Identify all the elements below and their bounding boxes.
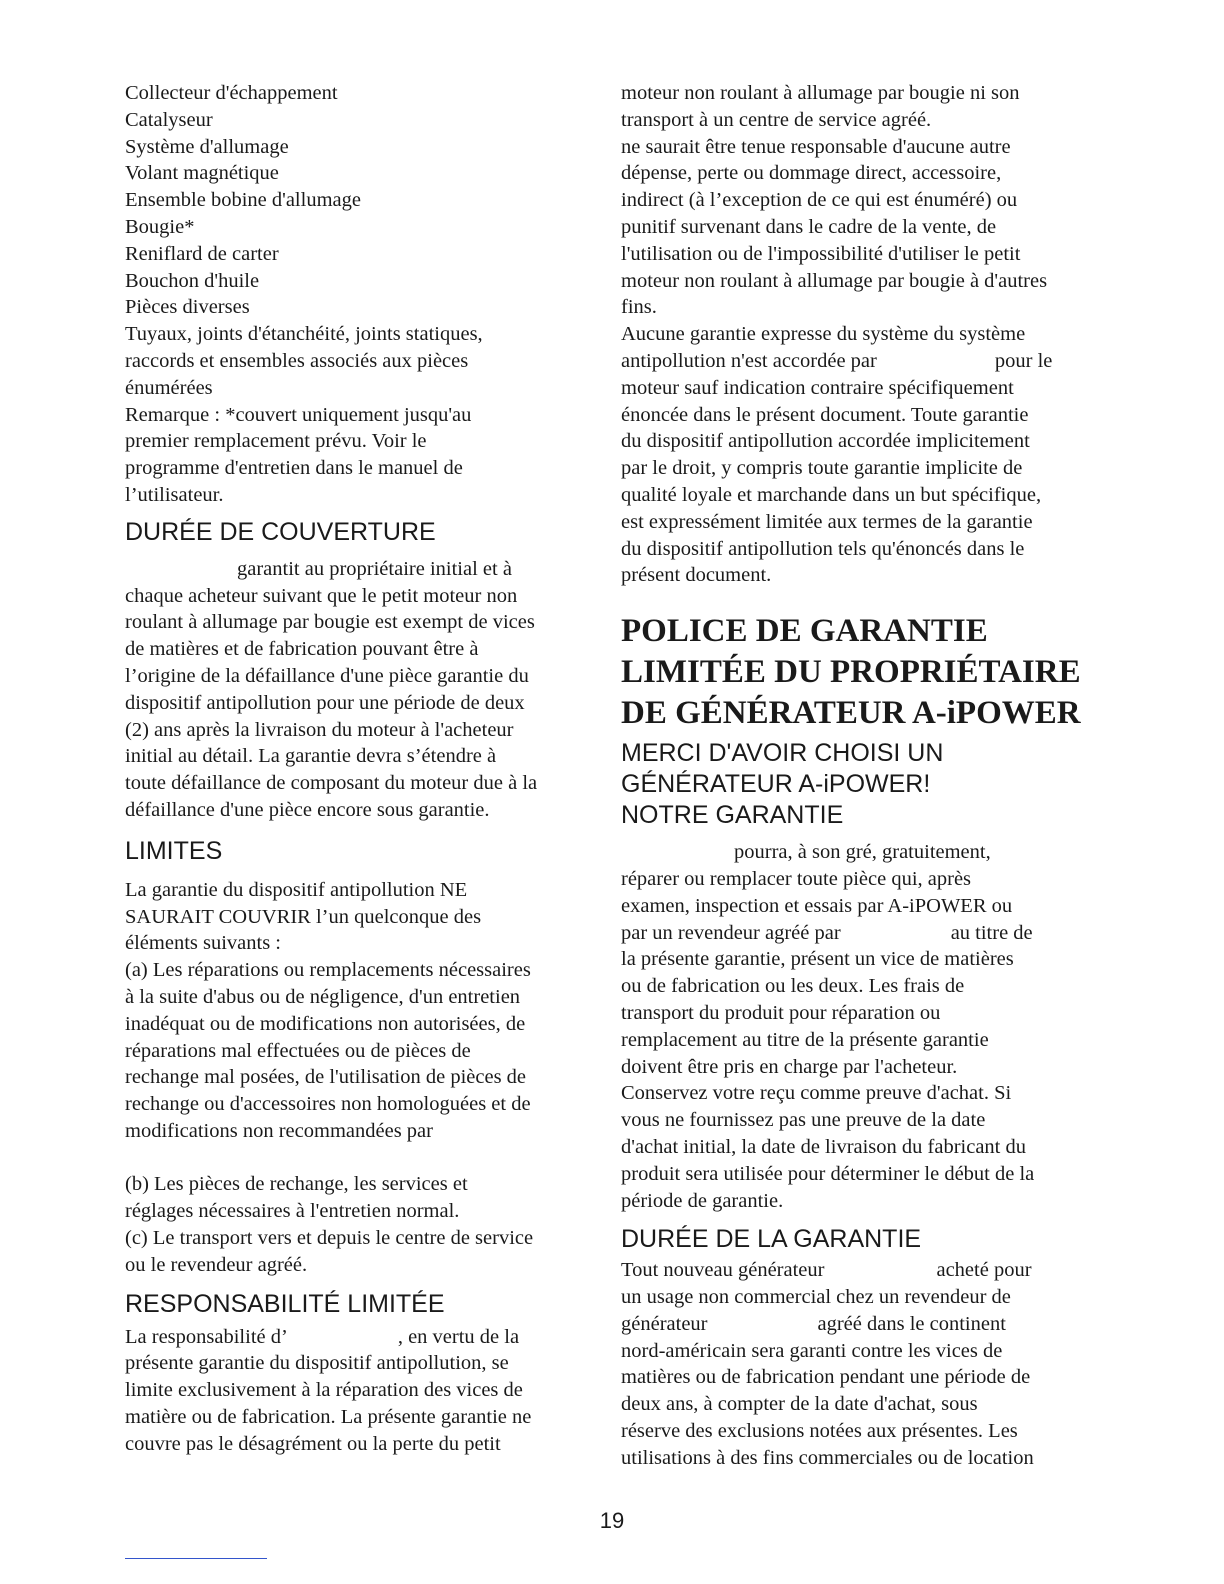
paragraph-line: punitif survenant dans le cadre de la vente, de	[621, 215, 997, 238]
left-column	[125, 80, 575, 1458]
text-run: antipollution n'est accordée par	[621, 349, 877, 372]
paragraph-line: limite exclusivement à la réparation des vices de	[125, 1379, 523, 1402]
paragraph-line: la présente garantie, présent un vice de matières	[621, 948, 1014, 971]
parts-line: Collecteur d'échappement	[125, 82, 338, 104]
policy-title-line: DE GÉNÉRATEUR A-iPOWER	[621, 695, 1081, 732]
paragraph-line: à la suite d'abus ou de négligence, d'un entretien	[125, 985, 521, 1008]
paragraph-line: matières ou de fabrication pendant une période de	[621, 1366, 1031, 1389]
paragraph-line: (a) Les réparations ou remplacements nécessaires	[125, 959, 531, 982]
paragraph-line: moteur sauf indication contraire spécifiquement	[621, 376, 1014, 399]
continued-paragraph	[621, 80, 1091, 589]
text-run: La responsabilité d’	[125, 1325, 288, 1348]
parts-list	[125, 80, 575, 509]
paragraph-line: (b) Les pièces de rechange, les services et	[125, 1173, 468, 1196]
policy-title	[621, 611, 1091, 734]
paragraph-line: par le droit, y compris toute garantie implicite de	[621, 457, 1023, 480]
duree-paragraph	[125, 556, 575, 824]
paragraph-line: indirect (à l’exception de ce qui est énuméré) ou	[621, 189, 1018, 212]
parts-line: Reniflard de carter	[125, 242, 279, 265]
paragraph-line: deux ans, à compter de la date d'achat, sous	[621, 1393, 978, 1416]
notre-garantie-heading: NOTRE GARANTIE	[621, 801, 844, 830]
paragraph-line: présente garantie du dispositif antipollution, se	[125, 1352, 509, 1375]
paragraph-line	[125, 1324, 575, 1351]
parts-line: Ensemble bobine d'allumage	[125, 189, 361, 212]
page-number: 19	[599, 1508, 625, 1533]
paragraph-line: (c) Le transport vers et depuis le centre de service	[125, 1227, 534, 1250]
parts-line: l’utilisateur.	[125, 483, 224, 506]
duree-garantie-heading: DURÉE DE LA GARANTIE	[621, 1225, 922, 1254]
notre-garantie-paragraph	[621, 839, 1091, 1214]
duree-garantie-paragraph	[621, 1257, 1091, 1471]
paragraph-line: défaillance d'une pièce encore sous garantie.	[125, 798, 490, 821]
paragraph-line: vous ne fournissez pas une preuve de la date	[621, 1109, 986, 1132]
limites-heading: LIMITES	[125, 836, 223, 865]
paragraph-line: inadéquat ou de modifications non autorisées, de	[125, 1012, 526, 1035]
limites-paragraph	[125, 877, 575, 1279]
parts-line: premier remplacement prévu. Voir le	[125, 430, 427, 453]
paragraph-line: l'utilisation ou de l'impossibilité d'utiliser le petit	[621, 242, 1021, 265]
merci-heading-line: MERCI D'AVOIR CHOISI UN	[621, 739, 944, 768]
paragraph-line: dispositif antipollution pour une période de deux	[125, 691, 525, 714]
policy-title-line: POLICE DE GARANTIE	[621, 613, 988, 650]
paragraph-line: période de garantie.	[621, 1189, 784, 1212]
paragraph-line: SAURAIT COUVRIR l’un quelconque des	[125, 905, 482, 928]
paragraph-line: produit sera utilisée pour déterminer le début de la	[621, 1162, 1035, 1185]
paragraph-line: doivent être pris en charge par l'acheteur.	[621, 1055, 958, 1078]
parts-line: programme d'entretien dans le manuel de	[125, 457, 463, 480]
text-run: au titre de	[950, 921, 1033, 944]
paragraph-line: fins.	[621, 296, 657, 319]
paragraph-line: du dispositif antipollution accordée implicitement	[621, 430, 1030, 453]
paragraph-line: Conservez votre reçu comme preuve d'achat. Si	[621, 1082, 1012, 1105]
paragraph-line: moteur non roulant à allumage par bougie à d'autres	[621, 269, 1048, 292]
paragraph-line: utilisations à des fins commerciales ou de location	[621, 1446, 1034, 1469]
text-run: , en vertu de la	[397, 1325, 520, 1348]
paragraph-line: initial au détail. La garantie devra s’étendre à	[125, 745, 497, 768]
text-run: acheté pour	[936, 1259, 1032, 1282]
paragraph-line	[621, 348, 1091, 375]
paragraph-line: ou le revendeur agréé.	[125, 1253, 308, 1276]
paragraph-line: garantit au propriétaire initial et à	[237, 557, 512, 580]
paragraph-line: est expressément limitée aux termes de la garantie	[621, 510, 1033, 533]
paragraph-line: réparations mal effectuées ou de pièces de	[125, 1039, 471, 1062]
paragraph-line: couvre pas le désagrément ou la perte du petit	[125, 1432, 501, 1455]
paragraph-line: du dispositif antipollution tels qu'énoncés dans le	[621, 537, 1025, 560]
paragraph-line: examen, inspection et essais par A-iPOWER ou	[621, 894, 1013, 917]
blank-line	[125, 1145, 575, 1172]
paragraph-line	[621, 1311, 1091, 1338]
paragraph-line: modifications non recommandées par	[125, 1119, 433, 1142]
parts-line: Système d'allumage	[125, 135, 289, 158]
parts-line: Remarque : *couvert uniquement jusqu'au	[125, 403, 472, 426]
responsabilite-paragraph	[125, 1324, 575, 1458]
paragraph-line: pourra, à son gré, gratuitement,	[734, 841, 991, 864]
paragraph-line: matière ou de fabrication. La présente garantie ne	[125, 1406, 532, 1429]
duree-couverture-heading: DURÉE DE COUVERTURE	[125, 517, 436, 546]
parts-line: Tuyaux, joints d'étanchéité, joints statiques,	[125, 323, 483, 346]
paragraph-line: l’origine de la défaillance d'une pièce garantie du	[125, 664, 529, 687]
paragraph-line: transport à un centre de service agréé.	[621, 108, 932, 131]
text-run: agréé dans le continent	[817, 1312, 1006, 1335]
right-column	[621, 80, 1091, 1472]
paragraph-line: Aucune garantie expresse du système du système	[621, 323, 1026, 346]
paragraph-line: remplacement au titre de la présente garantie	[621, 1028, 989, 1051]
paragraph-line: énoncée dans le présent document. Toute garantie	[621, 403, 1029, 426]
paragraph-line: nord-américain sera garanti contre les vices de	[621, 1339, 1003, 1362]
parts-line: Pièces diverses	[125, 296, 250, 319]
text-run: générateur	[621, 1312, 708, 1335]
paragraph-line: rechange ou d'accessoires non homologuées et de	[125, 1093, 531, 1116]
paragraph-line: de matières et de fabrication pouvant être à	[125, 638, 479, 661]
paragraph-line: réparer ou remplacer toute pièce qui, après	[621, 867, 972, 890]
paragraph-line: réglages nécessaires à l'entretien normal.	[125, 1200, 460, 1223]
parts-line: énumérées	[125, 376, 213, 399]
paragraph-line: un usage non commercial chez un revendeur de	[621, 1286, 1011, 1309]
paragraph-line: La garantie du dispositif antipollution NE	[125, 878, 468, 901]
paragraph-line: (2) ans après la livraison du moteur à l'acheteur	[125, 718, 514, 741]
paragraph-line: qualité loyale et marchande dans un but spécifique,	[621, 483, 1042, 506]
paragraph-line: éléments suivants :	[125, 932, 282, 955]
paragraph-line: transport du produit pour réparation ou	[621, 1001, 941, 1024]
parts-line: Catalyseur	[125, 108, 213, 131]
parts-line: raccords et ensembles associés aux pièces	[125, 349, 469, 372]
paragraph-line: moteur non roulant à allumage par bougie ni son	[621, 82, 1020, 104]
paragraph-line: chaque acheteur suivant que le petit moteur non	[125, 584, 518, 607]
text-run: par un revendeur agréé par	[621, 921, 841, 944]
paragraph-line: rechange mal posées, de l'utilisation de pièces de	[125, 1066, 527, 1089]
text-run: pour le	[994, 349, 1053, 372]
paragraph-line	[621, 1257, 1091, 1284]
policy-title-line: LIMITÉE DU PROPRIÉTAIRE	[621, 654, 1081, 691]
footnote-divider	[125, 1558, 267, 1559]
paragraph-line: d'achat initial, la date de livraison du fabricant du	[621, 1135, 1027, 1158]
parts-line: Bougie*	[125, 215, 195, 238]
paragraph-line: réserve des exclusions notées aux présentes. Les	[621, 1420, 1018, 1443]
paragraph-line: ou de fabrication ou les deux. Les frais de	[621, 975, 965, 998]
parts-line: Bouchon d'huile	[125, 269, 260, 292]
paragraph-line: dépense, perte ou dommage direct, accessoire,	[621, 162, 1002, 185]
text-run: Tout nouveau générateur	[621, 1259, 825, 1282]
responsabilite-heading: RESPONSABILITÉ LIMITÉE	[125, 1289, 445, 1318]
paragraph-line: toute défaillance de composant du moteur due à la	[125, 772, 538, 795]
paragraph-line	[621, 920, 1091, 947]
paragraph-line: présent document.	[621, 564, 772, 587]
merci-heading-line: GÉNÉRATEUR A-iPOWER!	[621, 770, 931, 799]
paragraph-line: ne saurait être tenue responsable d'aucune autre	[621, 135, 1011, 158]
parts-line: Volant magnétique	[125, 162, 279, 185]
paragraph-line: roulant à allumage par bougie est exempt de vices	[125, 611, 535, 634]
merci-heading	[621, 738, 1091, 831]
